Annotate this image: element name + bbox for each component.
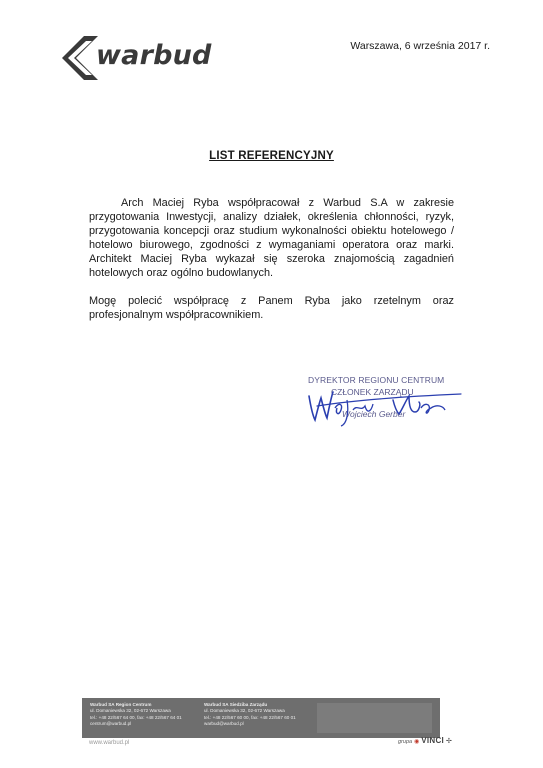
footer-region-info — [90, 702, 182, 727]
footer-region-email: centrum@warbud.pl — [90, 720, 132, 726]
group-brand: VINCI — [421, 736, 445, 745]
footer-hq-email: warbud@warbud.pl — [204, 720, 244, 726]
letter-title: LIST REFERENCYJNY — [209, 150, 334, 162]
paragraph: Arch Maciej Ryba współpracował z Warbud S.A w zakresie przygotowania Inwestycji, analizy działek, określenia chłonności, ryzyk, przygotowania koncepcji oraz studium wykonalności obiektu hotelowego / hotelowo biurowego, zgodności z wymaganiami operatora oraz marki. Architekt Maciej Ryba wykazał się szeroka znajomością zagadnień hotelowych oraz ogólno budowlanych. — [89, 197, 454, 280]
footer-hq-phone: tel.: +48 22/567 60 00, fax: +48 22/567 60 01 — [204, 714, 296, 720]
stamp-role: CZŁONEK ZARZĄDU — [331, 387, 414, 397]
handwritten-signature — [305, 382, 465, 430]
footer-hq-address: ul. Domaniewska 32, 02-672 Warszawa — [204, 708, 285, 714]
letter-body — [89, 196, 454, 335]
group-prefix: grupa — [398, 739, 413, 745]
footer-legal-block — [317, 703, 432, 733]
letter-date: Warszawa, 6 września 2017 r. — [350, 40, 490, 52]
signatory-name: Wojciech Gerber — [342, 409, 406, 419]
footer-website: www.warbud.pl — [89, 740, 130, 746]
footer-hq-info — [204, 702, 296, 727]
footer-region-head: Warbud SA Region Centrum — [90, 702, 152, 707]
warbud-logo — [62, 32, 222, 84]
vinci-cross-icon: ✢ — [446, 738, 452, 745]
vinci-mark-icon: ◉ — [414, 739, 420, 745]
logo-text: warbud — [96, 40, 212, 71]
footer-band — [82, 698, 440, 738]
vinci-group-logo — [398, 736, 452, 745]
footer-region-address: ul. Domaniewska 32, 02-672 Warszawa — [90, 708, 171, 714]
stamp-title: DYREKTOR REGIONU CENTRUM — [308, 375, 445, 385]
footer-hq-head: Warbud SA Siedziba Zarządu — [204, 702, 268, 707]
paragraph: Mogę polecić współpracę z Panem Ryba jako rzetelnym oraz profesjonalnym współpracownikiem. — [89, 294, 454, 321]
footer-region-phone: tel.: +48 22/567 64 00, fax: +48 22/567 64 01 — [90, 714, 182, 720]
